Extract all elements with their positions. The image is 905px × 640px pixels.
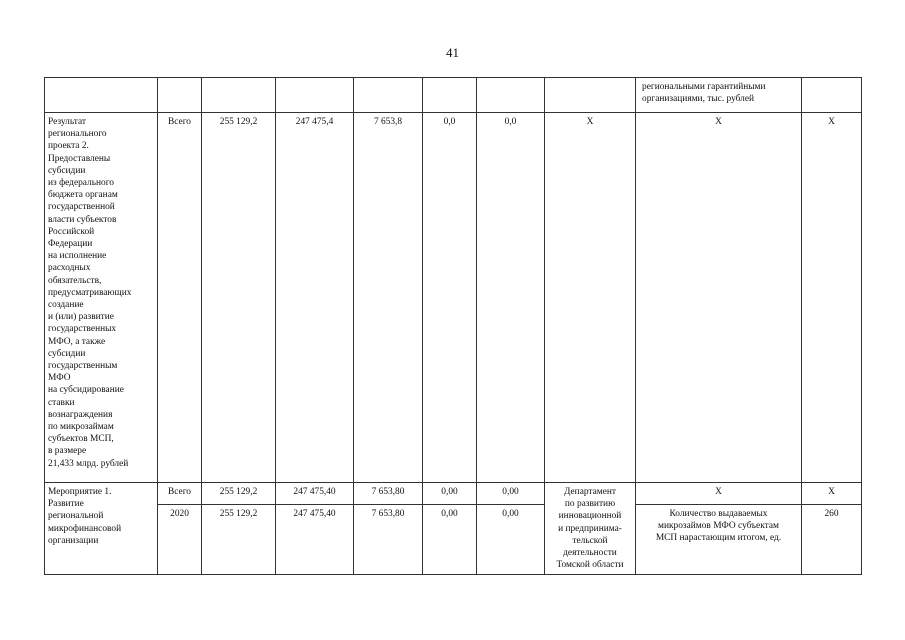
empty-cell xyxy=(276,78,354,113)
empty-cell xyxy=(354,78,423,113)
regional-budget-cell: 7 653,8 xyxy=(354,113,423,483)
total-cell: 255 129,2 xyxy=(202,483,276,505)
extra-budget-cell: 0,0 xyxy=(477,113,545,483)
indicator-cell: Количество выдаваемых микрозаймов МФО субъектам МСП нарастающим итогом, ед. xyxy=(636,505,802,575)
measure-row-total xyxy=(45,483,862,505)
measure-row-2020 xyxy=(45,505,862,575)
year-cell: 2020 xyxy=(158,505,202,575)
page-number: 41 xyxy=(446,45,459,60)
result-row xyxy=(45,113,862,483)
value-cell: 260 xyxy=(802,505,862,575)
empty-cell xyxy=(158,78,202,113)
indicator-cell: Х xyxy=(636,483,802,505)
regional-budget-cell: 7 653,80 xyxy=(354,483,423,505)
empty-cell xyxy=(802,78,862,113)
executor-cell: Х xyxy=(545,113,636,483)
local-budget-cell: 0,00 xyxy=(423,505,477,575)
indicator-cell: Х xyxy=(636,113,802,483)
empty-cell xyxy=(202,78,276,113)
total-cell: 255 129,2 xyxy=(202,113,276,483)
empty-cell xyxy=(45,78,158,113)
result-name-cell: Результат регионального проекта 2. Предоставлены субсидии из федерального бюджета органам государственной власти субъектов Российской Федерации на исполнение расходных обязательств, предусматривающих создание и (или) развитие государственных МФО, а также субсидии государственным МФО на субсидирование ставки вознаграждения по микрозаймам субъектов МСП, в размере 21,433 млрд. рублей xyxy=(45,113,158,483)
indicator-name-cell: региональными гарантийными организациями, тыс. рублей xyxy=(636,78,802,113)
value-cell: Х xyxy=(802,113,862,483)
continuation-row xyxy=(45,78,862,113)
empty-cell xyxy=(423,78,477,113)
federal-budget-cell: 247 475,40 xyxy=(276,505,354,575)
year-cell: Всего xyxy=(158,483,202,505)
extra-budget-cell: 0,00 xyxy=(477,483,545,505)
regional-budget-cell: 7 653,80 xyxy=(354,505,423,575)
empty-cell xyxy=(545,78,636,113)
value-cell: Х xyxy=(802,483,862,505)
local-budget-cell: 0,00 xyxy=(423,483,477,505)
year-cell: Всего xyxy=(158,113,202,483)
local-budget-cell: 0,0 xyxy=(423,113,477,483)
total-cell: 255 129,2 xyxy=(202,505,276,575)
empty-cell xyxy=(477,78,545,113)
executor-cell: Департамент по развитию инновационной и предпринима- тельской деятельности Томской области xyxy=(545,483,636,575)
measure-name-cell: Мероприятие 1. Развитие региональной микрофинансовой организации xyxy=(45,483,158,575)
program-table xyxy=(44,77,862,575)
federal-budget-cell: 247 475,40 xyxy=(276,483,354,505)
extra-budget-cell: 0,00 xyxy=(477,505,545,575)
federal-budget-cell: 247 475,4 xyxy=(276,113,354,483)
